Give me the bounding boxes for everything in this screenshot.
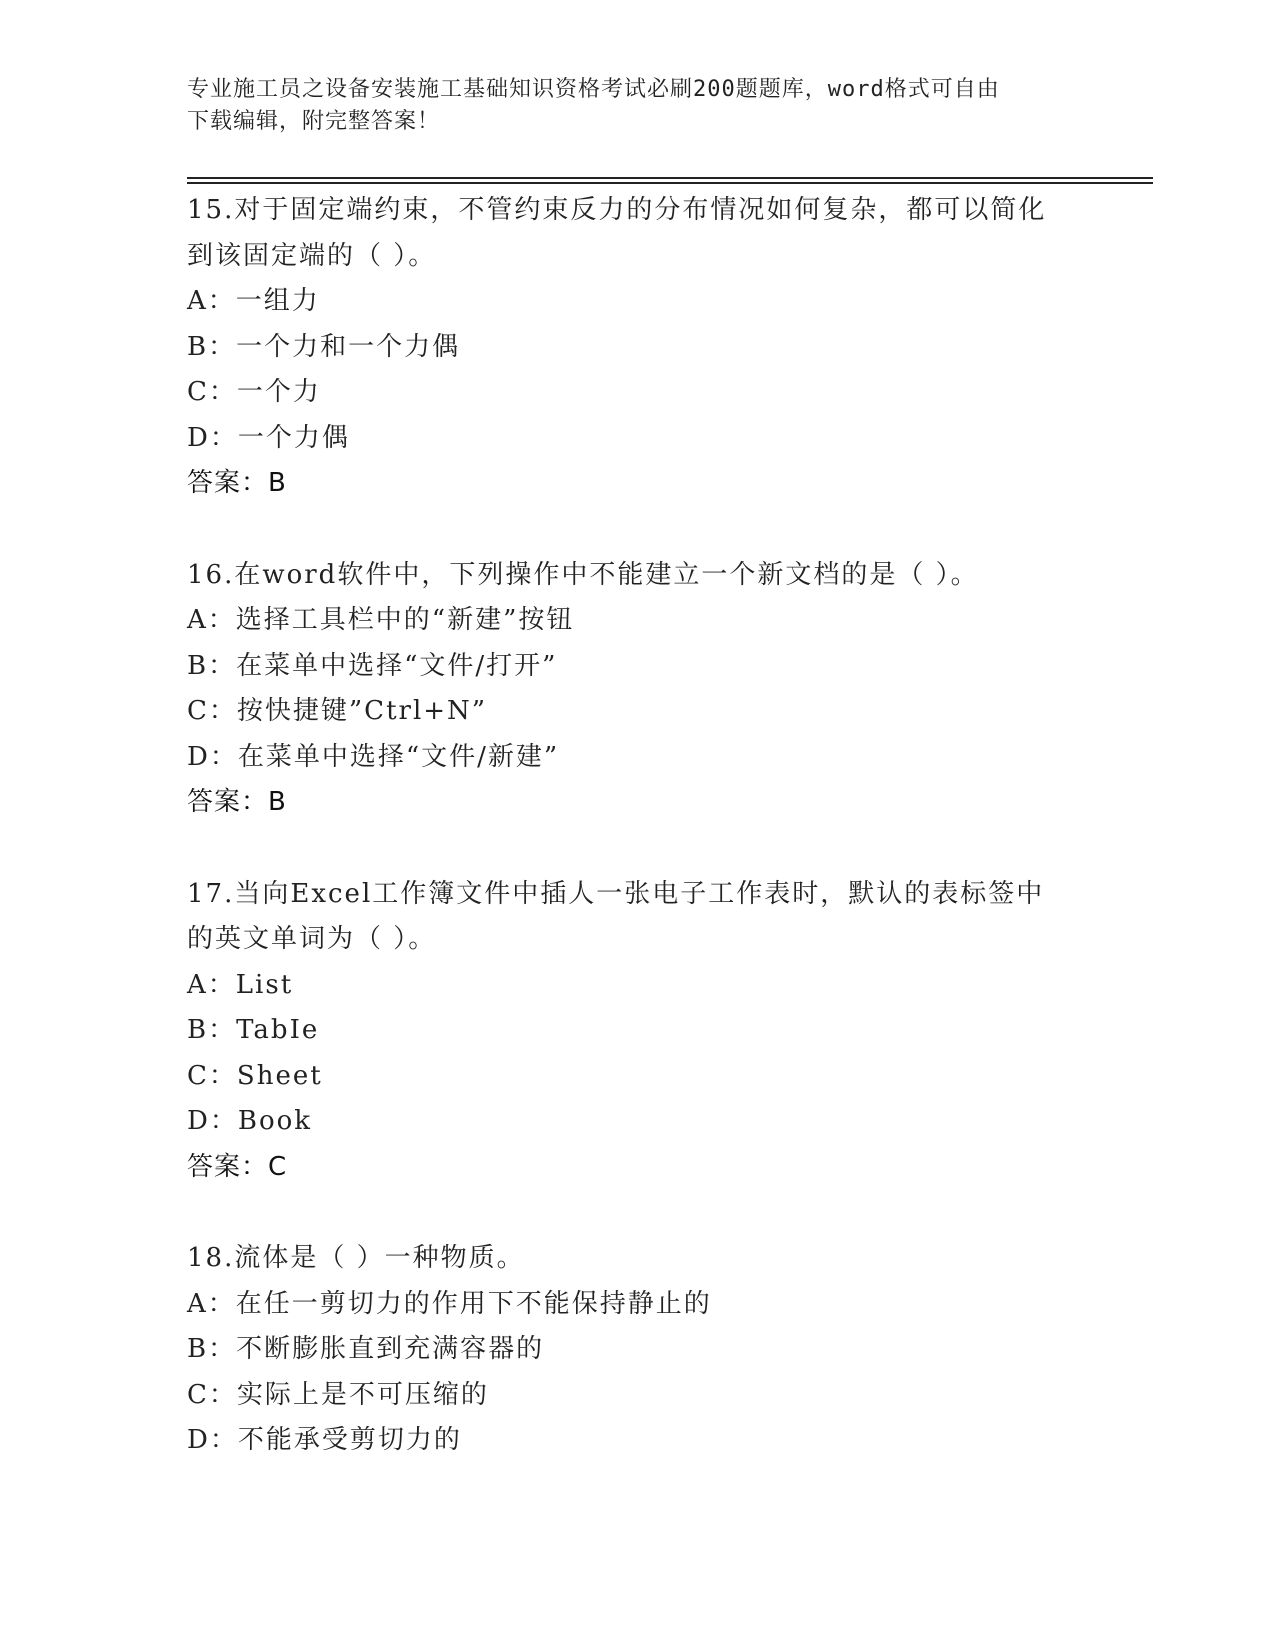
option-a: A：在任一剪切力的作用下不能保持静止的 (187, 1288, 712, 1319)
question-stem: 17.当向Excel工作簿文件中插人一张电子工作表时，默认的表标签中 (187, 878, 1045, 909)
question-17 (187, 872, 1087, 1191)
question-stem: 15.对于固定端约束，不管约束反力的分布情况如何复杂，都可以简化 (187, 195, 1047, 225)
question-spacer (187, 826, 1087, 872)
answer-text: 答案：C (187, 1151, 288, 1182)
question-18 (187, 1236, 1087, 1464)
question-stem: 16.在word软件中，下列操作中不能建立一个新文档的是（ ）。 (187, 559, 979, 590)
option-d: D：Book (187, 1106, 313, 1136)
option-c: C：实际上是不可压缩的 (187, 1379, 489, 1410)
header-line-2: 下载编辑，附完整答案！ (187, 109, 441, 134)
option-a: A：一组力 (187, 286, 320, 316)
option-a: A：选择工具栏中的“新建”按钮 (187, 605, 575, 635)
option-c: C：Sheet (187, 1060, 323, 1091)
question-15 (187, 188, 1087, 507)
header-divider-bottom (187, 182, 1153, 184)
question-spacer (187, 507, 1087, 553)
option-d: D：不能承受剪切力的 (187, 1425, 462, 1455)
option-d: D：在菜单中选择“文件/新建” (187, 741, 560, 772)
option-b: B：在菜单中选择“文件/打开” (187, 650, 558, 681)
option-d: D：一个力偶 (187, 422, 350, 453)
header-divider-top (187, 177, 1153, 179)
question-stem: 18.流体是（ ）一种物质。 (187, 1243, 525, 1273)
answer-text: 答案：B (187, 787, 287, 817)
answer-text: 答案：B (187, 468, 287, 498)
option-b: B：一个力和一个力偶 (187, 331, 461, 362)
question-16 (187, 553, 1087, 826)
option-b: B：TabIe (187, 1015, 320, 1045)
document-header (187, 74, 1087, 138)
question-stem: 的英文单词为（ ）。 (187, 924, 437, 954)
option-b: B：不断膨胀直到充满容器的 (187, 1334, 545, 1364)
option-a: A：List (187, 969, 294, 1000)
question-list (187, 188, 1087, 1464)
option-c: C：一个力 (187, 377, 321, 407)
question-stem: 到该固定端的（ ）。 (187, 240, 437, 271)
header-line-1: 专业施工员之设备安装施工基础知识资格考试必刷200题题库，word格式可自由 (187, 77, 1000, 102)
option-c: C：按快捷键”Ctrl+N” (187, 696, 488, 726)
question-spacer (187, 1190, 1087, 1236)
